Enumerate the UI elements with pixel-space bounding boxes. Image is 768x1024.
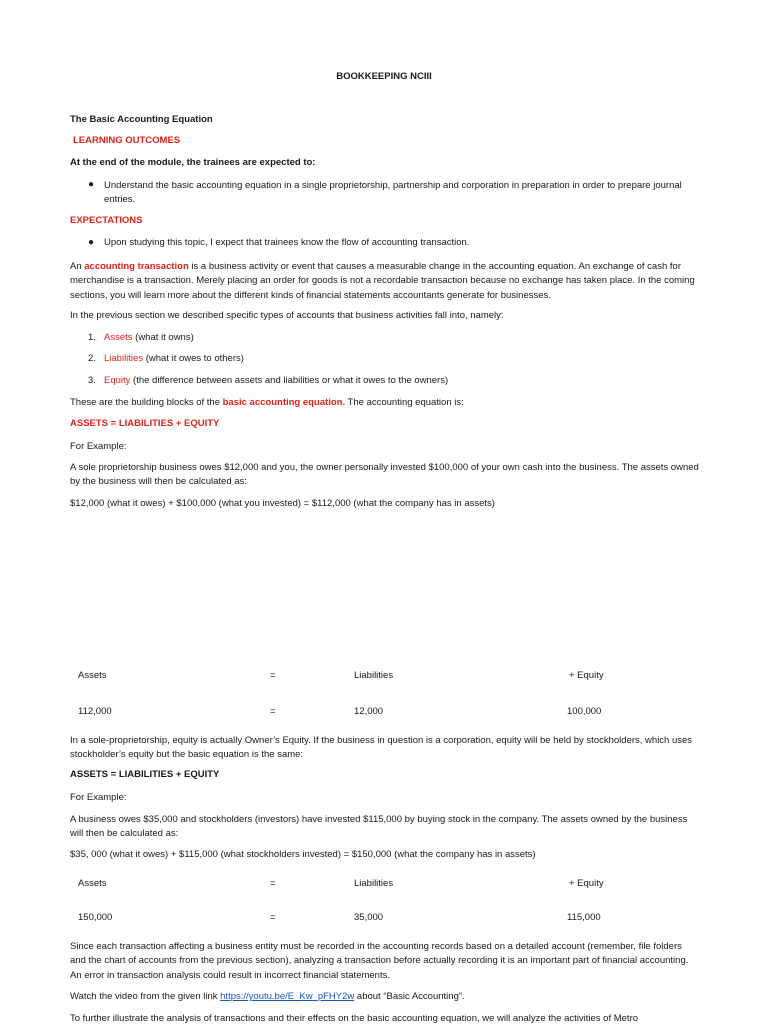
list-item: Liabilities (what it owes to others): [104, 353, 244, 364]
equation-red: ASSETS = LIABILITIES + EQUITY: [70, 418, 220, 429]
accounting-transaction-term: accounting transaction: [84, 261, 189, 272]
table-header-assets: Assets: [78, 878, 107, 889]
since-each-transaction-paragraph: Since each transaction affecting a business entity must be recorded in the accounting records based on a detailed account (remember, file folders and the chart of accounts from the previous section), analyzing a transaction before actually recording it is an important part of financial accounting. An error in transaction analysis could result in incorrect financial statements.: [70, 941, 689, 981]
table-header-equals: =: [270, 878, 276, 889]
table-header-liabilities: Liabilities: [354, 878, 394, 889]
example1-paragraph: A sole proprietorship business owes $12,000 and you, the owner personally invested $100,000 of your own cash into the business. The assets owned by the business will then be calculated as:: [70, 462, 699, 488]
equation-black: ASSETS = LIABILITIES + EQUITY: [70, 769, 220, 780]
table-cell-liabilities: 35,000: [354, 912, 384, 923]
transaction-paragraph: An accounting transaction is a business activity or event that causes a measurable change in the accounting equation. An exchange of cash for merchandise is a transaction. Merely placing an order for goods is not a recordable transaction because no exchange has taken place. In the coming sections, you will learn more about the different kinds of financial statements accountants generate for businesses.: [70, 261, 695, 301]
outcome-bullet: Understand the basic accounting equation in a single proprietorship, partnership and corporation in preparation in order to prepare journal entries.: [104, 180, 682, 206]
expectations-heading: EXPECTATIONS: [70, 215, 143, 226]
for-example-label: For Example:: [70, 792, 127, 803]
table-header-equity: + Equity: [569, 670, 604, 681]
sole-proprietorship-paragraph: In a sole-proprietorship, equity is actually Owner’s Equity. If the business in question is a corporation, equity will be held by stockholders, which uses stockholder’s equity but the basic equation is the same:: [70, 735, 693, 761]
table-cell-equals: =: [270, 912, 276, 923]
list-item: Equity (the difference between assets and liabilities or what it owes to the owners): [104, 375, 449, 386]
list-item: Assets (what it owns): [104, 332, 194, 343]
learning-outcomes-heading: LEARNING OUTCOMES: [73, 135, 181, 146]
watch-video-paragraph: Watch the video from the given link https://youtu.be/E_Kw_pFHY2w about “Basic Accounting”.: [70, 991, 465, 1002]
table-cell-assets: 112,000: [78, 706, 112, 717]
expectation-bullet: Upon studying this topic, I expect that trainees know the flow of accounting transaction.: [104, 237, 470, 248]
bullet-icon: ●: [88, 179, 95, 190]
example1-calculation: $12,000 (what it owes) + $100,000 (what you invested) = $112,000 (what the company has in assets): [70, 498, 495, 509]
table-cell-equity: 100,000: [567, 706, 602, 717]
example2-calculation: $35, 000 (what it owes) + $115,000 (what stockholders invested) = $150,000 (what the company has in assets): [70, 849, 536, 860]
table-cell-equity: 115,000: [567, 912, 601, 923]
table-header-equals: =: [270, 670, 276, 681]
section-title: The Basic Accounting Equation: [70, 114, 213, 125]
doc-title: BOOKKEEPING NCIII: [336, 71, 432, 82]
table-cell-assets: 150,000: [78, 912, 113, 923]
document-page: BOOKKEEPING NCIII The Basic Accounting Equation LEARNING OUTCOMES At the end of the module, the trainees are expected to: ● Understand the basic accounting equation in a single proprietorship, partnership and corporation in preparation in order to prepare journal entries. EXPECTATIONS ● Upon studying this topic, I expect that trainees know the flow of accounting transaction. An accounting transaction is a business activity or event that causes a measurable change in the accounting equation. An exchange of cash for merchandise is a transaction. Merely placing an order for goods is not a recordable transaction because no exchange has taken place. In the coming sections, you will learn more about the different kinds of financial statements accountants generate for businesses. In the previous section we described specific types of accounts that business activities fall into, namely: 1. Assets (what it owns) 2. Liabilities (what it owes to others) 3. Equity (the difference between assets and liabilities or what it owes to the owners) These are the building blocks of the basic accounting equation. The accounting equation is: ASSETS = LIABILITIES + EQUITY For Example: A sole proprietorship business owes $12,000 and you, the owner personally invested $100,000 of your own cash into the business. The assets owned by the business will then be calculated as: $12,000 (what it owes) + $100,000 (what you invested) = $112,000 (what the company has in assets) Assets = Liabilities + Equity 112,000 = 12,000 100,000 In a sole-proprietorship, equity is actually Owner’s Equity. If the business in question is a corporation, equity will be held by stockholders, which uses stockholder’s equity but the basic equation is the same: ASSETS = LIABILITIES + EQUITY For Example: A business owes $35,000 and stockholders (investors) have invested $115,000 by buying stock in the company. The assets owned by the business will then be calculated as: $35, 000 (what it owes) + $115,000 (what stockholders invested) = $150,000 (what the company has in assets) Assets = Liabilities + Equity 150,000 = 35,000 115,000 Since each transaction affecting a business entity must be recorded in the accounting records based on a detailed account (remember, file folders and the chart of accounts from the previous section), analyzing a transaction before actually recording it is an important part of financial accounting. An error in transaction analysis could result in incorrect financial statements. Watch the video from the given link https://youtu.be/E_Kw_pFHY2w about “Basic Accounting”. To further illustrate the analysis of transactions and their effects on the basic accounting equation, we will analyze the activities of Metro: [0, 0, 768, 1024]
example2-paragraph: A business owes $35,000 and stockholders (investors) have invested $115,000 by buying stock in the company. The assets owned by the business will then be calculated as:: [70, 814, 688, 840]
video-link[interactable]: https://youtu.be/E_Kw_pFHY2w: [220, 991, 355, 1002]
module-intro: At the end of the module, the trainees are expected to:: [70, 157, 316, 168]
building-blocks-paragraph: These are the building blocks of the basic accounting equation. The accounting equation is:: [70, 397, 464, 408]
further-illustrate-paragraph: To further illustrate the analysis of transactions and their effects on the basic accounting equation, we will analyze the activities of Metro: [70, 1013, 639, 1024]
previous-section-paragraph: In the previous section we described specific types of accounts that business activities fall into, namely:: [70, 310, 504, 321]
for-example-label: For Example:: [70, 441, 127, 452]
table-cell-equals: =: [270, 706, 276, 717]
table-header-equity: + Equity: [569, 878, 604, 889]
table-header-assets: Assets: [78, 670, 107, 681]
bullet-icon: ●: [88, 237, 95, 248]
table-cell-liabilities: 12,000: [354, 706, 384, 717]
table-header-liabilities: Liabilities: [354, 670, 394, 681]
